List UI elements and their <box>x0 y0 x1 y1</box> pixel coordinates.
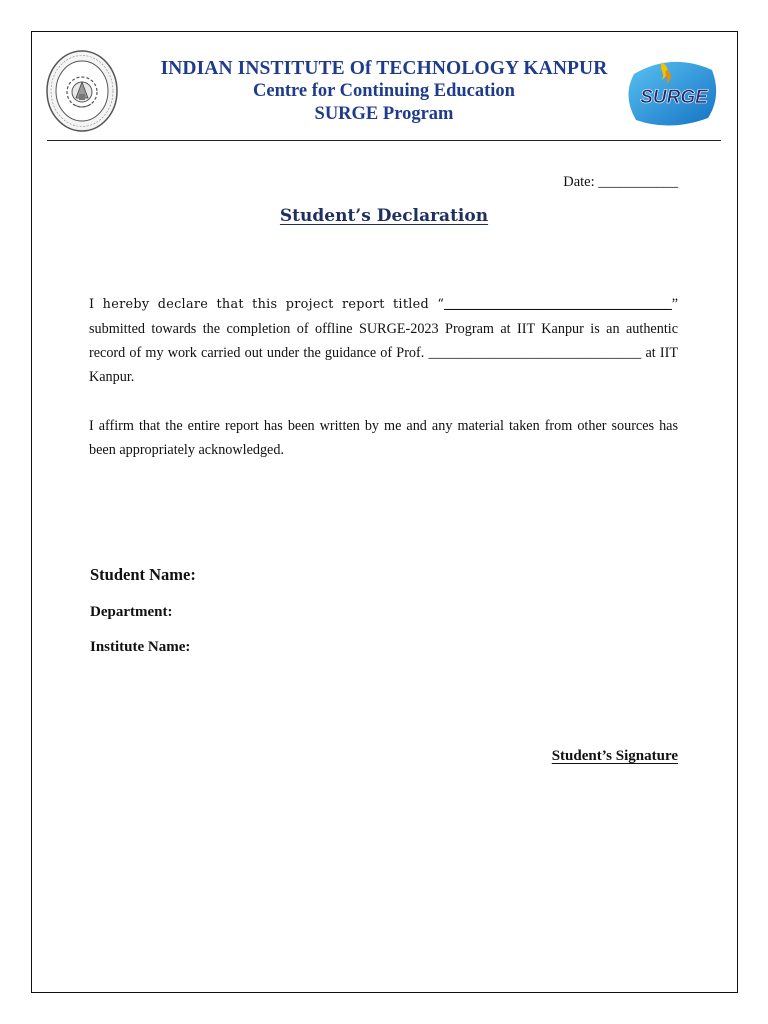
centre-name: Centre for Continuing Education <box>253 81 515 101</box>
institute-name: INDIAN INSTITUTE Of TECHNOLOGY KANPUR <box>160 58 608 79</box>
iit-kanpur-seal-icon <box>45 48 119 134</box>
date-field: Date: ___________ <box>563 174 678 190</box>
document-header <box>130 58 638 126</box>
paragraph-1-close-quote: ” <box>671 296 678 312</box>
declaration-title-text: Student’s Declaration <box>279 206 489 226</box>
declaration-title <box>0 206 768 226</box>
student-signature-label: Student’s Signature <box>551 748 678 764</box>
surge-logo-text: SURGE <box>640 87 708 108</box>
paragraph-1-rest: submitted towards the completion of offline SURGE-2023 Program at IIT Kanpur is an authentic record of my work carried out under the guidance of Prof. ______________________________ at IIT Kanpur. <box>89 321 678 385</box>
paragraph-1-lead: I hereby declare that this project report titled “ <box>89 297 445 312</box>
institute-name-label: Institute Name: <box>90 639 191 655</box>
program-name: SURGE Program <box>314 104 454 124</box>
declaration-paragraph-2: I affirm that the entire report has been written by me and any material taken from other sources has been appropriately acknowledged. <box>89 418 678 458</box>
student-name-label: Student Name: <box>90 565 196 584</box>
student-signature <box>450 748 678 765</box>
report-title-blank: _________________________________ <box>444 296 672 312</box>
header-divider <box>47 140 721 141</box>
surge-logo-icon <box>624 56 720 128</box>
department-label: Department: <box>90 604 173 620</box>
declaration-paragraph-1 <box>89 292 678 389</box>
